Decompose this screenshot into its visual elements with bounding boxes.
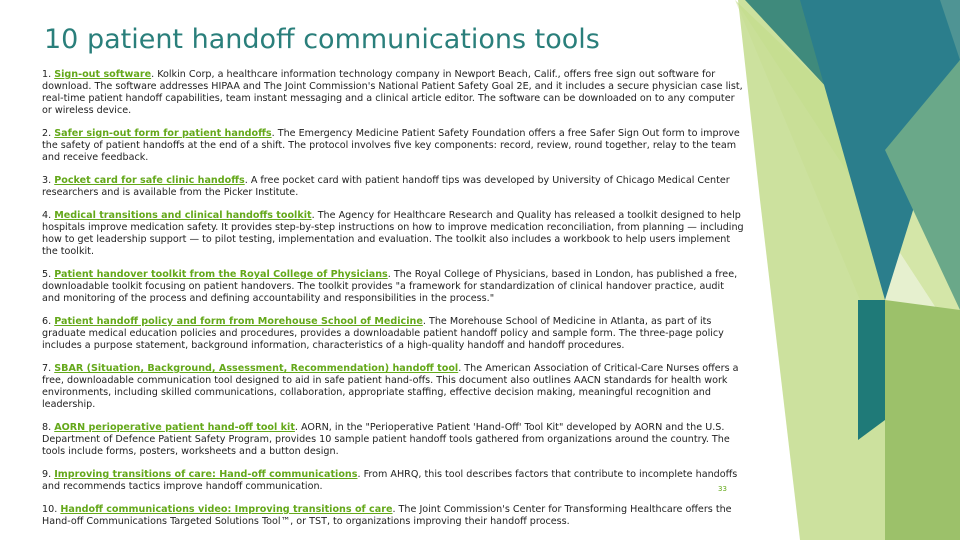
item-number: 2.: [42, 128, 52, 139]
list-item: [42, 69, 745, 117]
item-number: 7.: [42, 363, 52, 374]
page-title: 10 patient handoff communications tools: [44, 24, 600, 55]
item-link[interactable]: AORN perioperative patient hand-off tool kit: [54, 422, 295, 433]
item-link[interactable]: Sign-out software: [54, 69, 152, 80]
item-link[interactable]: Safer sign-out form for patient handoffs: [54, 128, 272, 139]
list-item: [42, 316, 745, 352]
list-item: [42, 175, 745, 199]
list-item: [42, 422, 745, 458]
list-item: [42, 269, 745, 305]
page-number: 33: [718, 485, 727, 493]
item-text: . The Emergency Medicine Patient Safety Foundation offers a free Safer Sign Out form to improve the safety of patient handoffs at the end of a shift. The protocol involves five key components: record, review, round together, relay to the team and receive feedback.: [42, 128, 740, 163]
item-number: 9.: [42, 469, 52, 480]
item-text: . The Royal College of Physicians, based in London, has published a free, downloadable toolkit focusing on patient handovers. The toolkit provides "a framework for standardization of clinical handover practice, audit and monitoring of the process and defining accountability and responsibilities in the process.": [42, 269, 738, 304]
item-text: . AORN, in the "Perioperative Patient 'Hand-Off' Tool Kit" developed by AORN and the U.S. Department of Defence Patient Safety Program, provides 10 sample patient handoff tools gathered from organizations around the country. The tools include forms, posters, worksheets and a button design.: [42, 422, 730, 457]
item-link[interactable]: SBAR (Situation, Background, Assessment, Recommendation) handoff tool: [54, 363, 459, 374]
list-item: [42, 504, 745, 528]
item-text: . Kolkin Corp, a healthcare information technology company in Newport Beach, Calif., offers free sign out software for download. The software addresses HIPAA and The Joint Commission's National Patient Safety Goal 2E, and it includes a secure physician case list, real-time patient handoff capabilities, team instant messaging and a clinical article editor. The software can be downloaded on to any computer or wireless device.: [42, 69, 743, 116]
item-link[interactable]: Patient handoff policy and form from Morehouse School of Medicine: [54, 316, 423, 327]
item-text: . From AHRQ, this tool describes factors that contribute to incomplete handoffs and recommends tactics improve handoff communication.: [42, 469, 738, 492]
list-item: [42, 469, 745, 493]
list-item: [42, 128, 745, 164]
tools-list: [42, 69, 745, 528]
item-number: 6.: [42, 316, 52, 327]
item-number: 8.: [42, 422, 52, 433]
item-text: . The American Association of Critical-Care Nurses offers a free, downloadable communication tool designed to aid in safe patient hand-offs. This document also outlines AACN standards for health work environments, including skilled communications, collaboration, appropriate staffing, effective decision making, meaningful recognition and leadership.: [42, 363, 739, 410]
item-number: 3.: [42, 175, 52, 186]
item-number: 5.: [42, 269, 52, 280]
item-link[interactable]: Medical transitions and clinical handoffs toolkit: [54, 210, 312, 221]
item-text: . A free pocket card with patient handoff tips was developed by University of Chicago Medical Center researchers and is available from the Picker Institute.: [42, 175, 730, 198]
item-link[interactable]: Improving transitions of care: Hand-off communications: [54, 469, 358, 480]
item-link[interactable]: Handoff communications video: Improving transitions of care: [60, 504, 393, 515]
item-number: 4.: [42, 210, 52, 221]
item-number: 10.: [42, 504, 58, 515]
item-text: . The Morehouse School of Medicine in Atlanta, as part of its graduate medical education policies and procedures, provides a downloadable patient handoff policy and sample form. The three-page policy includes a purpose statement, background information, characteristics of a high-quality handoff and handoff procedures.: [42, 316, 724, 351]
item-link[interactable]: Pocket card for safe clinic handoffs: [54, 175, 245, 186]
list-item: [42, 363, 745, 411]
item-text: . The Agency for Healthcare Research and Quality has released a toolkit designed to help hospitals improve medication safety. It provides step-by-step instructions on how to improve medication reconciliation, from planning — including how to get leadership support — to pilot testing, implementation and evaluation. The toolkit also includes a workbook to help users implement the toolkit.: [42, 210, 744, 257]
list-item: [42, 210, 745, 258]
item-link[interactable]: Patient handover toolkit from the Royal College of Physicians: [54, 269, 388, 280]
item-text: . The Joint Commission's Center for Transforming Healthcare offers the Hand-off Communications Targeted Solutions Tool™, or TST, to organizations improving their handoff process.: [42, 504, 732, 527]
item-number: 1.: [42, 69, 52, 80]
